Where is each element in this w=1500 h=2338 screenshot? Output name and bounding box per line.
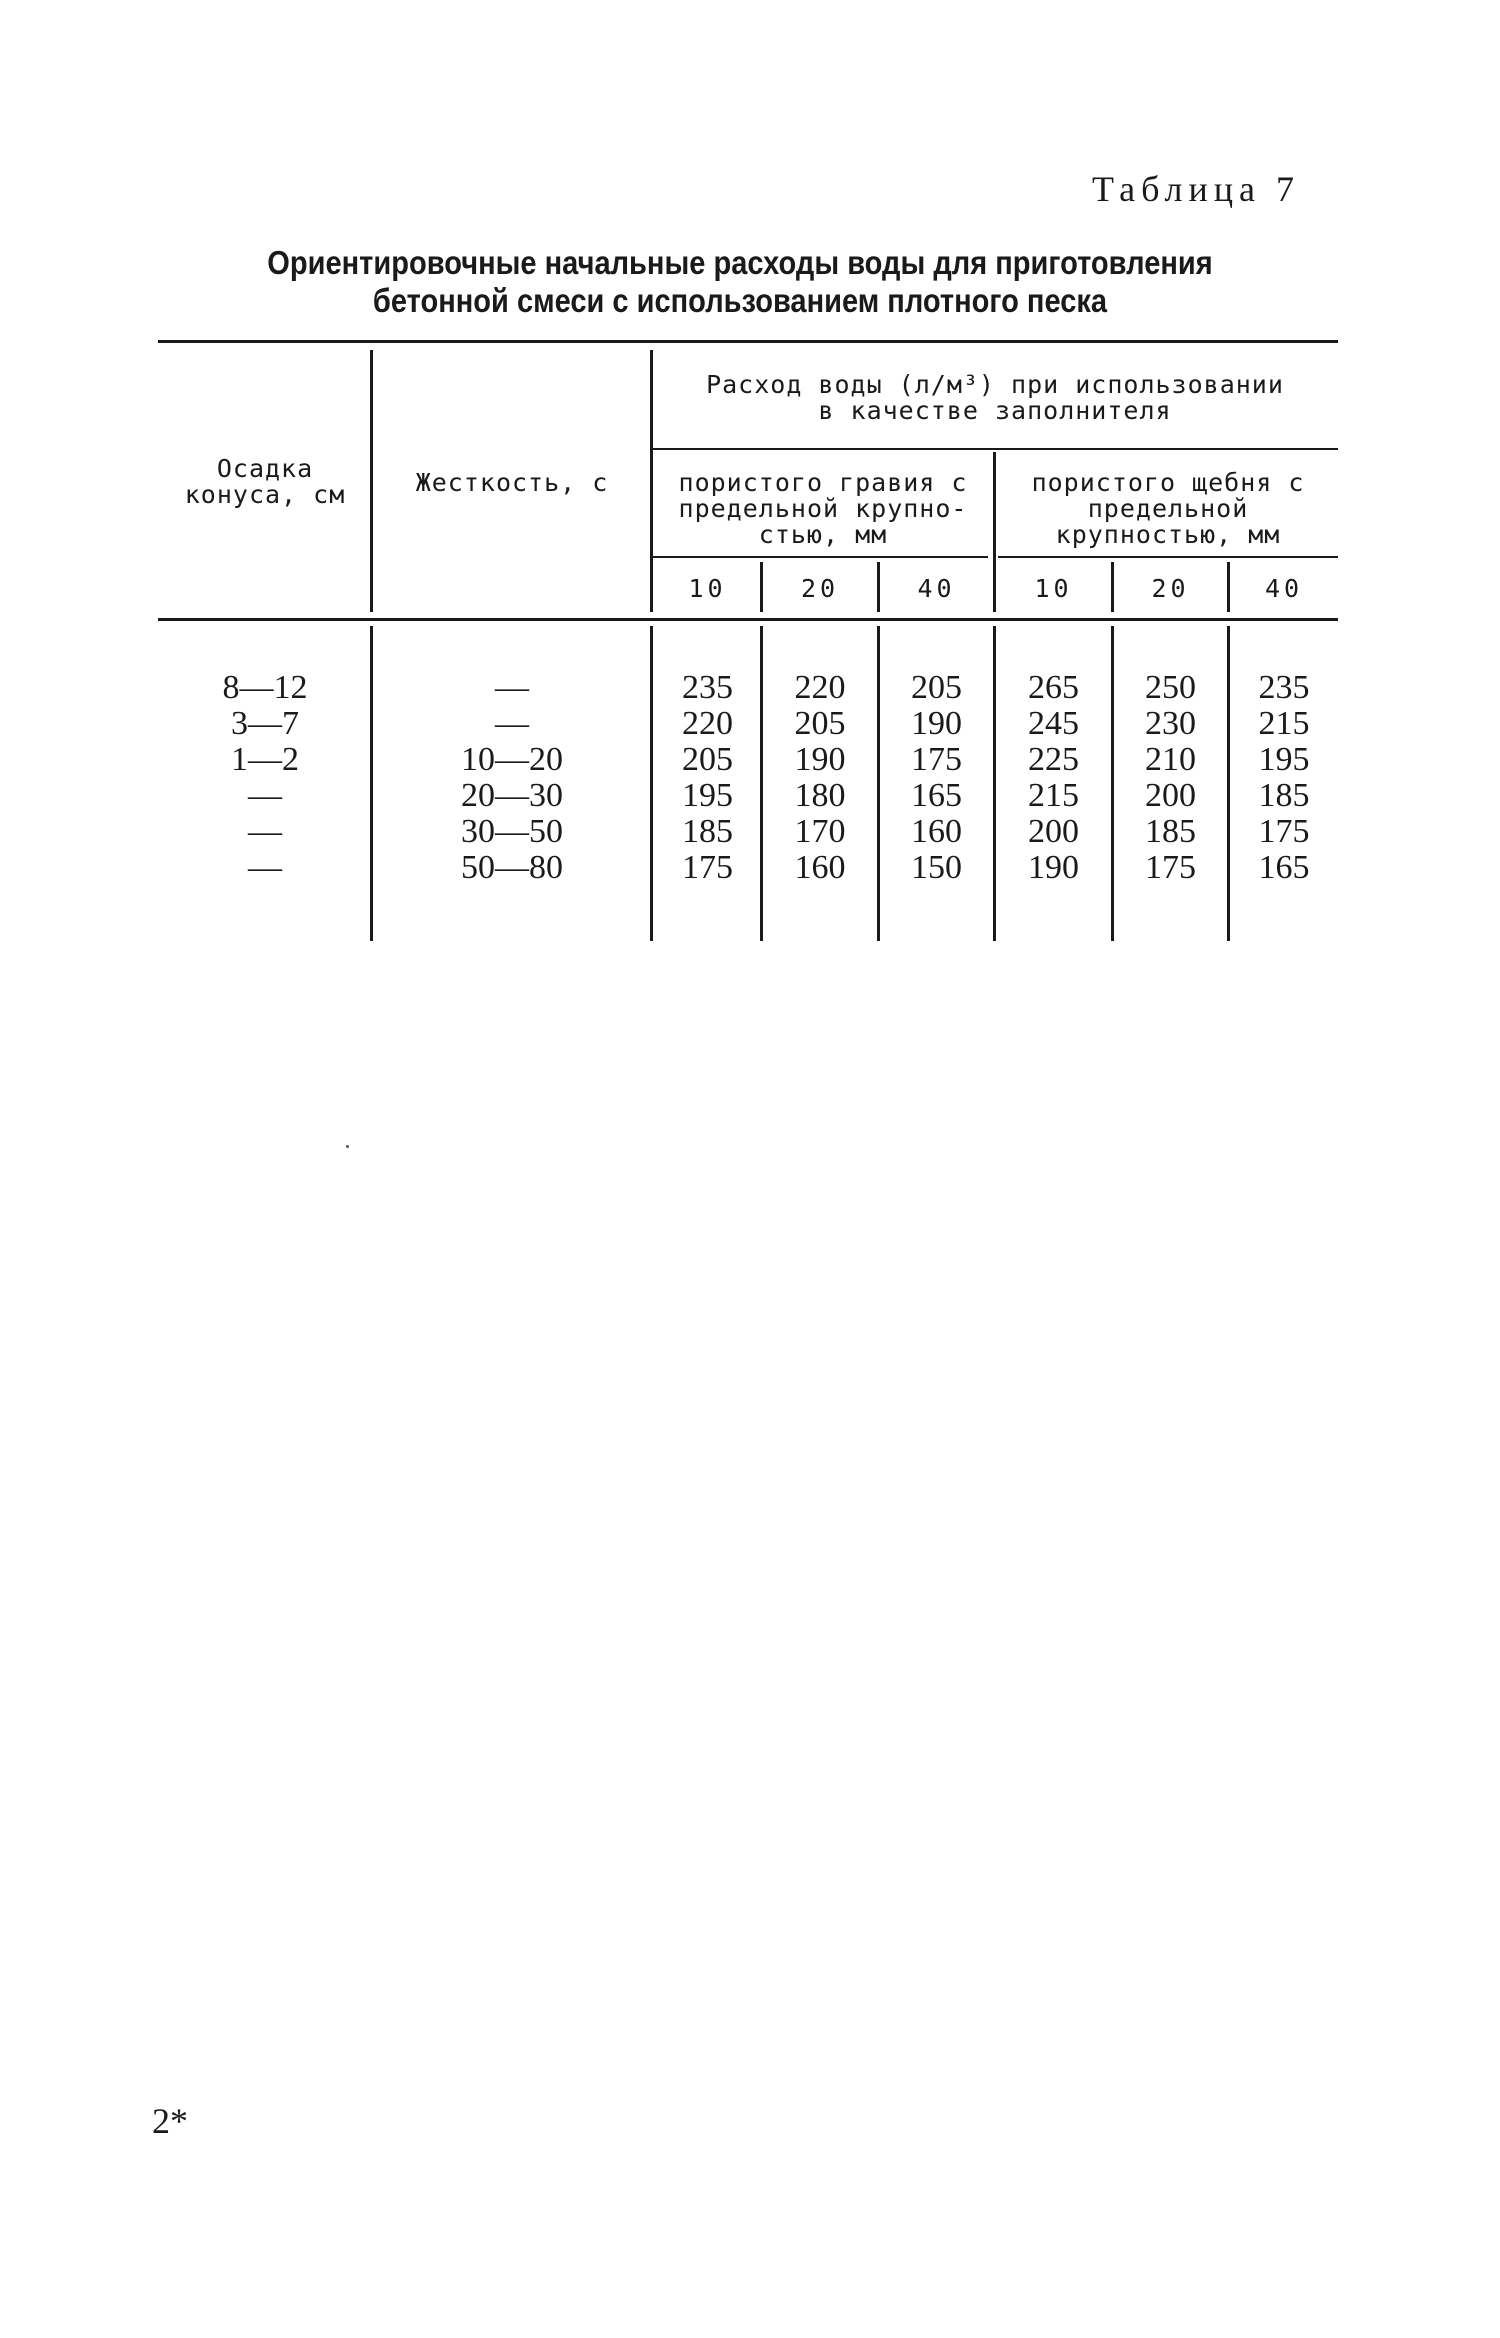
table-cell: 190 xyxy=(794,741,846,778)
header-porous-gravel: пористого гравия с предельной крупно- стью, мм xyxy=(678,468,968,549)
table-cell: 190 xyxy=(911,705,962,742)
table-cell: 175 xyxy=(1258,813,1310,850)
table-cell: 200 xyxy=(1028,813,1079,850)
table-cell: 150 xyxy=(911,849,962,886)
water-header-rule xyxy=(652,448,1338,450)
header-size-gravel-40: 40 xyxy=(917,574,956,603)
table-cell: 3—7 xyxy=(231,705,299,742)
table-cell: — xyxy=(248,813,282,850)
column-stiffness xyxy=(374,670,650,886)
table-cell: 265 xyxy=(1028,669,1079,706)
body-divider-slump xyxy=(370,626,373,941)
table-cell: 205 xyxy=(911,669,962,706)
table-cell: — xyxy=(248,849,282,886)
page-number: 2* xyxy=(152,2101,188,2141)
header-bottom-rule xyxy=(158,618,1338,621)
table-cell: 220 xyxy=(682,705,733,742)
table-cell: 165 xyxy=(911,777,962,814)
table-cell: 195 xyxy=(682,777,733,814)
column-crushed-20 xyxy=(1114,670,1227,886)
table-cell: 245 xyxy=(1028,705,1079,742)
header-divider-stiffness xyxy=(650,350,653,612)
table-cell: 175 xyxy=(911,741,962,778)
header-size-crushed-20: 20 xyxy=(1151,574,1190,603)
table-cell: 190 xyxy=(1028,849,1079,886)
table-cell: 215 xyxy=(1258,705,1310,742)
table-cell: 195 xyxy=(1258,741,1310,778)
table-cell: 180 xyxy=(794,777,846,814)
table-cell: 185 xyxy=(1258,777,1310,814)
table-cell: 10—20 xyxy=(461,741,563,778)
header-size-crushed-10: 10 xyxy=(1034,574,1073,603)
table-cell: 185 xyxy=(682,813,733,850)
table-cell: 30—50 xyxy=(461,813,563,850)
header-divider-slump xyxy=(370,350,373,612)
table-cell: 175 xyxy=(1145,849,1196,886)
header-size-crushed-40: 40 xyxy=(1264,574,1304,603)
column-crushed-40 xyxy=(1230,670,1338,886)
table-cell: 220 xyxy=(794,669,846,706)
scan-speck xyxy=(346,1145,349,1148)
column-gravel-10 xyxy=(655,670,760,886)
table-cell: 225 xyxy=(1028,741,1079,778)
table-cell: 215 xyxy=(1028,777,1079,814)
table-cell: 50—80 xyxy=(461,849,563,886)
table-number: Таблица 7 xyxy=(1092,169,1300,209)
table-cell: 160 xyxy=(794,849,846,886)
column-crushed-10 xyxy=(996,670,1111,886)
header-porous-crushed-stone: пористого щебня с предельной крупностью, мм xyxy=(1031,468,1305,549)
table-cell: 205 xyxy=(682,741,733,778)
header-slump: Осадка конуса, см xyxy=(184,454,346,509)
header-water-consumption: Расход воды (л/м³) при использовании в качестве заполнителя xyxy=(706,370,1284,425)
table-cell: 165 xyxy=(1258,849,1310,886)
table-cell: 250 xyxy=(1145,669,1196,706)
table-cell: 175 xyxy=(682,849,733,886)
header-stiffness: Жесткость, с xyxy=(415,468,609,497)
body-divider-stiffness xyxy=(650,626,653,941)
table-cell: — xyxy=(248,777,282,814)
column-gravel-40 xyxy=(880,670,993,886)
table-cell: 185 xyxy=(1145,813,1196,850)
table-cell: 205 xyxy=(794,705,846,742)
table-cell: 235 xyxy=(682,669,733,706)
column-gravel-20 xyxy=(763,670,877,886)
table-cell: 170 xyxy=(794,813,846,850)
crushed-header-rule xyxy=(998,556,1338,558)
gravel-header-rule xyxy=(652,556,988,558)
header-size-gravel-20: 20 xyxy=(800,574,840,603)
table-cell: 230 xyxy=(1145,705,1196,742)
table-cell: 235 xyxy=(1258,669,1310,706)
title-line-1: Ориентировочные начальные расходы воды для приготовления xyxy=(267,244,1213,281)
table-cell: 1—2 xyxy=(231,741,299,778)
header-size-gravel-10: 10 xyxy=(688,574,727,603)
table-cell: 20—30 xyxy=(461,777,563,814)
table-title xyxy=(230,244,1251,320)
table-cell: — xyxy=(495,705,529,742)
title-line-2: бетонной смеси с использованием плотного песка xyxy=(372,282,1108,319)
column-slump xyxy=(160,670,370,886)
table-cell: 200 xyxy=(1145,777,1196,814)
table-cell: 8—12 xyxy=(222,669,308,706)
table-cell: 160 xyxy=(911,813,962,850)
table-cell: 210 xyxy=(1145,741,1196,778)
table-cell: — xyxy=(495,669,529,706)
table-top-rule xyxy=(158,340,1338,343)
